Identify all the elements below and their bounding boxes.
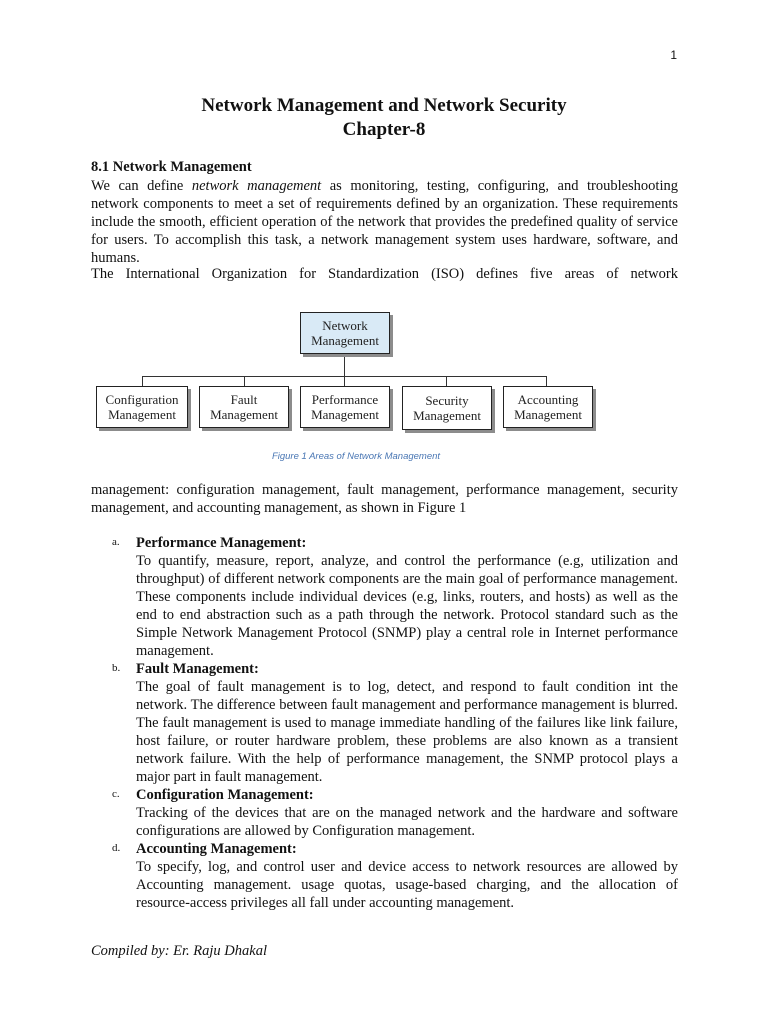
- figure-caption: Figure 1 Areas of Network Management: [271, 451, 441, 462]
- list-item-fault: [106, 660, 678, 786]
- areas-paragraph: management: configuration management, fault management, performance management, security management, and accounting management, as shown in Figure 1: [91, 482, 678, 516]
- title-line-1: Network Management and Network Security: [201, 95, 567, 116]
- child-connector-2: [244, 376, 245, 386]
- list-marker: a.: [112, 536, 120, 548]
- diagram-node-configuration-management: [96, 386, 188, 428]
- list-marker: d.: [112, 842, 121, 854]
- list-item-heading: Accounting Management:: [136, 841, 297, 857]
- list-item-heading: Performance Management:: [136, 535, 307, 551]
- list-item-text: Tracking of the devices that are on the managed network and the hardware and software configurations are allowed by Configuration management.: [136, 805, 678, 839]
- section-heading: 8.1 Network Management: [91, 159, 252, 175]
- intro-paragraph: [91, 177, 678, 267]
- node-label-line-2: Management: [413, 408, 481, 423]
- child-connector-1: [142, 376, 143, 386]
- page-number: 1: [670, 48, 677, 62]
- node-label-line-2: Management: [514, 407, 582, 422]
- list-item-configuration: [106, 786, 678, 840]
- node-label-line-2: Management: [311, 407, 379, 422]
- list-item-performance: [106, 534, 678, 660]
- diagram-node-security-management: [402, 386, 492, 430]
- child-connector-4: [446, 376, 447, 386]
- child-connector-5: [546, 376, 547, 386]
- list-item-text: To specify, log, and control user and device access to network resources are allowed by Accounting management. usage quotas, usage-based charging, and the allocation of resource-access privileges all fall under accounting management.: [136, 859, 678, 911]
- node-label-line-1: Accounting: [517, 392, 579, 407]
- management-areas-list: [106, 534, 678, 912]
- network-management-diagram: [94, 306, 604, 436]
- node-label-line-1: Performance: [311, 392, 379, 407]
- list-item-heading: Fault Management:: [136, 661, 259, 677]
- node-label-line-2: Management: [311, 333, 379, 348]
- node-label-line-1: Fault: [230, 392, 258, 407]
- child-connector-3: [344, 376, 345, 386]
- list-marker: c.: [112, 788, 120, 800]
- node-label-line-1: Network: [322, 318, 368, 333]
- intro-paragraph-end: as monitoring, testing, configuring, and troubleshooting network components to meet a set of requirements defined by an organization. These requirements include the smooth, efficient operation of the network that provides the predefined quality of service for users. To accomplish this task, a network management system uses hardware, software, and humans.: [91, 178, 678, 266]
- node-label-line-1: Security: [425, 393, 469, 408]
- intro-paragraph-emphasis: network management: [191, 178, 322, 194]
- diagram-node-network-management: [300, 312, 390, 354]
- diagram-node-fault-management: [199, 386, 289, 428]
- list-item-accounting: [106, 840, 678, 912]
- intro-paragraph-start: We can define: [91, 178, 192, 194]
- document-title: [0, 94, 768, 142]
- diagram-node-accounting-management: [503, 386, 593, 428]
- footer-compiled-by: Compiled by: Er. Raju Dhakal: [91, 943, 267, 959]
- diagram-node-performance-management: [300, 386, 390, 428]
- node-label-line-1: Configuration: [105, 392, 179, 407]
- root-connector: [344, 354, 345, 376]
- list-item-heading: Configuration Management:: [136, 787, 314, 803]
- title-line-2: Chapter-8: [342, 119, 426, 140]
- list-item-text: To quantify, measure, report, analyze, and control the performance (e.g, utilization and throughput) of different network components are the main goal of performance management. These components include individual devices (e.g, links, routers, and hosts) as well as the end to end abstraction such as a path through the network. Protocol standard such as the Simple Network Management Protocol (SNMP) play a central role in Internet performance management.: [136, 553, 678, 659]
- node-label-line-2: Management: [210, 407, 278, 422]
- iso-paragraph: The International Organization for Standardization (ISO) defines five areas of network: [91, 266, 678, 282]
- list-marker: b.: [112, 662, 121, 674]
- list-item-text: The goal of fault management is to log, detect, and respond to fault condition int the network. The difference between fault management and performance management is blurred. The fault management is used to manage immediate handling of the failures like link failure, host failure, or router hardware problem, these problems are also known as a transient network failure. With the help of performance management, the SNMP protocol plays a major part in fault management.: [136, 679, 678, 785]
- node-label-line-2: Management: [108, 407, 176, 422]
